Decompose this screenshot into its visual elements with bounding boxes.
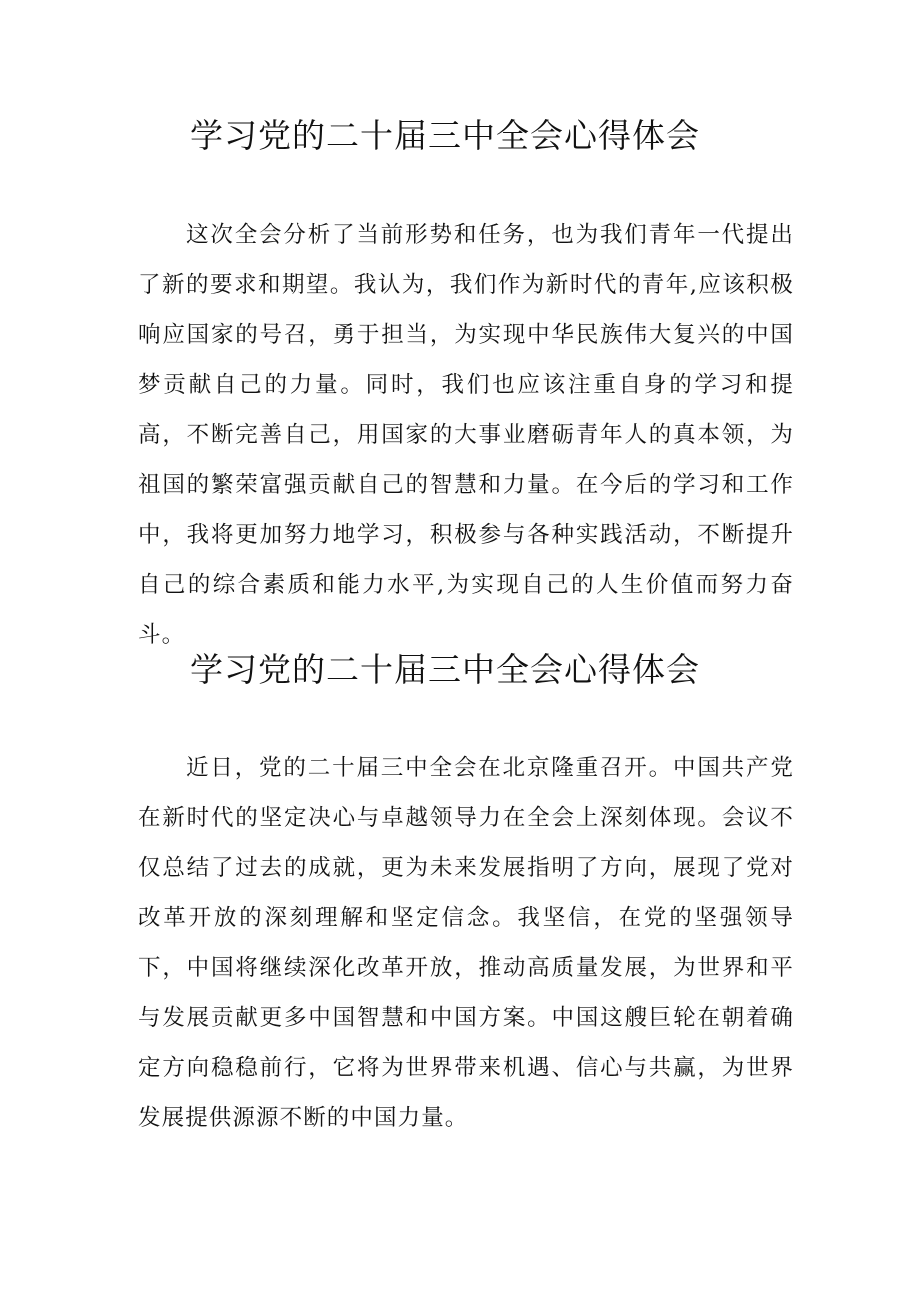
section-1-title: 学习党的二十届三中全会心得体会 [190,116,700,155]
section-1-body: 这次全会分析了当前形势和任务，也为我们青年一代提出了新的要求和期望。我认为，我们作为新时代的青年,应该积极响应国家的号召，勇于担当，为实现中华民族伟大复兴的中国梦贡献自己的力量。同时，我们也应该注重自身的学习和提高，不断完善自己，用国家的大事业磨砺青年人的真本领，为祖国的繁荣富强贡献自己的智慧和力量。在今后的学习和工作中，我将更加努力地学习，积极参与各种实践活动，不断提升自己的综合素质和能力水平,为实现自己的人生价值而努力奋斗。 [138,222,794,648]
section-2-body: 近日，党的二十届三中全会在北京隆重召开。中国共产党在新时代的坚定决心与卓越领导力在全会上深刻体现。会议不仅总结了过去的成就，更为未来发展指明了方向，展现了党对改革开放的深刻理解和坚定信念。我坚信，在党的坚强领导下，中国将继续深化改革开放，推动高质量发展，为世界和平与发展贡献更多中国智慧和中国方案。中国这艘巨轮在朝着确定方向稳稳前行，它将为世界带来机遇、信心与共赢，为世界发展提供源源不断的中国力量。 [138,755,794,1131]
section-2-title: 学习党的二十届三中全会心得体会 [190,650,700,689]
